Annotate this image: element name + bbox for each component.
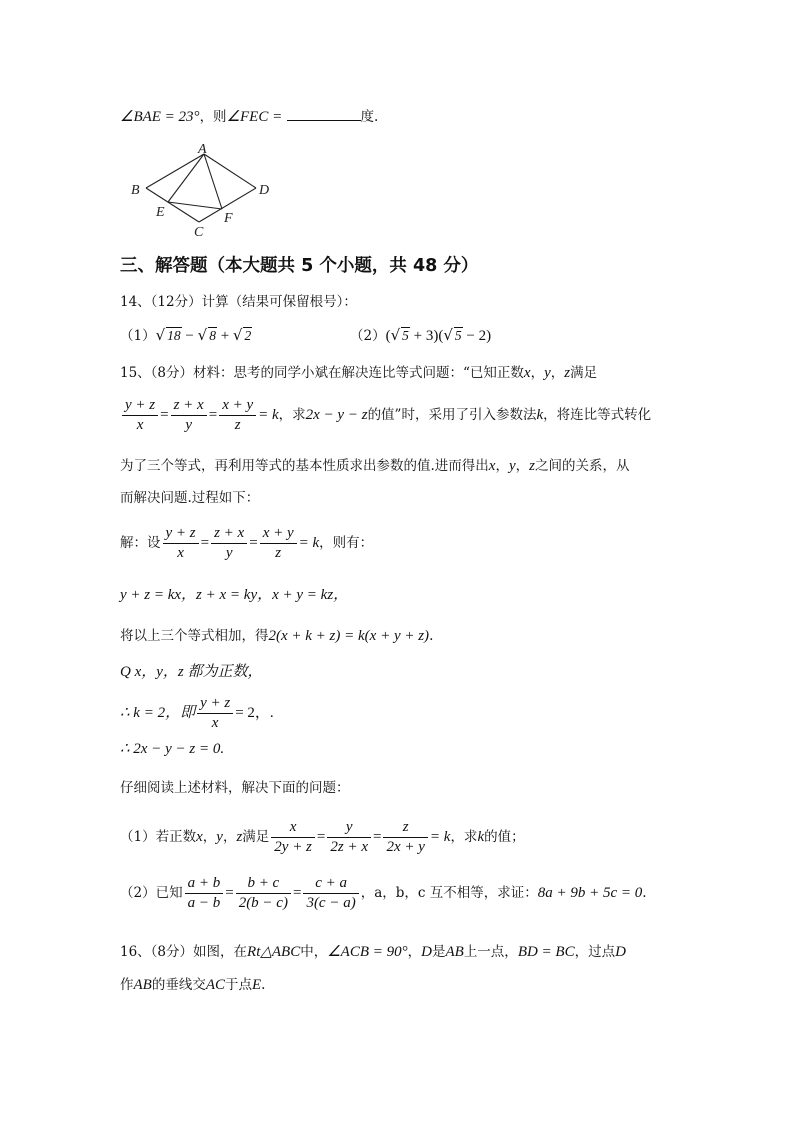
q16-line1 <box>120 943 626 961</box>
geometry-figure <box>126 142 276 238</box>
text: 的值； <box>484 828 525 845</box>
comma: ， <box>550 365 565 381</box>
angle-bae: ∠BAE = 23° <box>120 109 200 125</box>
q15-three-equations: y + z = kx，z + x = ky，x + y = kz， <box>120 587 349 603</box>
var-y: y <box>216 828 223 845</box>
q15-read-line: 仔细阅读上述材料，解决下面的问题： <box>120 780 350 796</box>
text: ，求 <box>450 828 478 845</box>
comma: ， <box>495 458 509 474</box>
radicand-8: 8 <box>209 328 216 343</box>
text: . <box>642 884 647 901</box>
text: 作 <box>120 977 134 993</box>
text: 为了三个等式，再利用等式的基本性质求出参数的值.进而得出 <box>120 458 489 474</box>
op-plus: + <box>216 328 233 344</box>
text: ，a，b，c 互不相等，求证： <box>360 884 538 901</box>
fraction: $\frac{z + x}{y}$ <box>171 396 207 435</box>
q15-line1 <box>120 364 597 382</box>
q15-line2: $\frac{y + z}{x}$ = $\frac{z + x}{y}$ = $\frac{x + y}{z}$ = k，求2x − y − z的值”时，采用了引入参数法k，将连比等式转化 <box>120 396 651 435</box>
fraction: $\frac{a + b}{a - b}$ <box>185 874 224 913</box>
text: 于点 <box>225 977 252 993</box>
text: ，求 <box>278 406 306 423</box>
label-f: F <box>224 211 233 226</box>
fraction: $\frac{z + x}{y}$ <box>211 524 247 563</box>
fraction: $\frac{x + y}{z}$ <box>219 396 256 435</box>
angle-acb: ∠ACB = 90° <box>327 944 408 960</box>
fraction: $\frac{x + y}{z}$ <box>260 524 297 563</box>
var-x: x <box>488 458 496 474</box>
text: = 2，. <box>235 704 274 721</box>
text: 解：设 <box>120 534 161 551</box>
var-k: k <box>477 828 485 845</box>
label-e: E <box>156 205 165 220</box>
part-label: （2） <box>350 328 386 344</box>
q15-line4: 而解决问题.过程如下： <box>120 490 260 506</box>
q16-line2 <box>120 976 265 994</box>
sum-equation: 2(x + k + z) = k(x + y + z) <box>268 628 430 644</box>
text: ，过点 <box>574 944 616 960</box>
segment-ab: AB <box>133 977 152 993</box>
unit-degree: 度. <box>360 109 379 125</box>
var-z: z <box>529 458 535 474</box>
q15-sum-line <box>120 627 433 645</box>
expr: 2x − y − z <box>305 406 368 423</box>
fraction: $\frac{y + z}{x}$ <box>163 524 199 563</box>
paren: ( <box>385 328 391 344</box>
text: 之间的关系，从 <box>534 458 630 474</box>
text: 15、（8分）材料：思考的同学小斌在解决连比等式问题：“已知正数 <box>120 365 524 381</box>
q14-stem: 14、（12分）计算（结果可保留根号）： <box>120 294 357 310</box>
text: 16、（8分）如图，在 <box>120 944 248 960</box>
fraction: $\frac{b + c}{2(b - c)}$ <box>236 874 291 913</box>
text: ∴ k = 2，即 <box>120 704 196 721</box>
q15-line3 <box>120 457 629 475</box>
angle-fec: ∠FEC = <box>226 109 283 125</box>
fraction: $\frac{c + a}{3(c - a)}$ <box>303 874 358 913</box>
op-minus: − <box>181 328 198 344</box>
comma: ， <box>530 365 545 381</box>
text: 中， <box>300 944 328 960</box>
var-y: y <box>508 458 516 474</box>
var-z: z <box>236 828 243 845</box>
text: . <box>429 628 434 644</box>
label-c: C <box>194 225 204 238</box>
label-d: D <box>259 183 270 198</box>
expr-mid: + 3)( <box>409 328 444 344</box>
text: 的垂线交 <box>151 977 206 993</box>
proof-equation: 8a + 9b + 5c = 0 <box>537 884 643 901</box>
eq-k: = k <box>258 406 279 423</box>
radicand-5a: 5 <box>402 328 409 343</box>
comma: ， <box>515 458 530 474</box>
eq-bd-bc: BD = BC <box>517 944 575 960</box>
radicand-5b: 5 <box>454 328 462 343</box>
segment-ac: AC <box>205 977 225 993</box>
part-label: （1） <box>120 328 156 344</box>
segment-ab: AB <box>445 944 464 960</box>
prev-question-tail <box>120 108 378 126</box>
var-x: x <box>196 828 203 845</box>
radicand-18: 18 <box>167 328 181 343</box>
q14-part1: （1）√ 18 − √ 8 + √ 2 <box>120 326 252 344</box>
q15-part2: （2）已知 $\frac{a + b}{a - b}$ = $\frac{b + c}{2(b - c)}$ = $\frac{c + a}{3(c - a)}$ ，a，b，c 互不相等，求证：8a + 9b + 5c = 0. <box>120 875 647 911</box>
text: . <box>261 977 266 993</box>
point-d: D <box>615 944 626 960</box>
q14-part2: （2）(√ 5 + 3)(√ 5 − 2) <box>350 326 492 344</box>
text: （1）若正数 <box>120 828 197 845</box>
var-k: k <box>536 406 544 423</box>
section-heading: 三、解答题（本大题共 5 个小题，共 48 分） <box>120 256 479 276</box>
text: 满足 <box>242 828 270 845</box>
text: 满足 <box>570 365 598 381</box>
eq-k: = k <box>298 534 320 551</box>
triangle: Rt△ABC <box>247 944 301 960</box>
q15-result-line: ∴ 2x − y − z = 0. <box>120 741 225 757</box>
radicand-2: 2 <box>244 328 252 343</box>
text: ，则有： <box>319 534 374 551</box>
fraction: $\frac{z}{2x + y}$ <box>383 818 427 857</box>
fraction: $\frac{y + z}{x}$ <box>197 694 233 733</box>
point-e: E <box>252 977 262 993</box>
var-x: x <box>523 365 531 381</box>
text-then: ，则 <box>199 109 227 125</box>
comma: ， <box>202 828 217 845</box>
fraction: $\frac{y + z}{x}$ <box>122 396 158 435</box>
text: ， <box>407 944 422 960</box>
text: 的值”时，采用了引入参数法 <box>367 406 537 423</box>
var-y: y <box>544 365 551 381</box>
label-a: A <box>198 142 207 157</box>
answer-blank[interactable] <box>287 108 361 121</box>
expr-close: − 2) <box>462 328 492 344</box>
eq-k: = k <box>429 828 451 845</box>
var-z: z <box>564 365 571 381</box>
fraction: $\frac{x}{2y + z}$ <box>271 818 315 857</box>
fraction: $\frac{y}{2z + x}$ <box>327 818 371 857</box>
label-b: B <box>131 183 140 198</box>
q15-k-line <box>120 694 274 733</box>
q15-solution-set: 解：设 $\frac{y + z}{x}$ = $\frac{z + x}{y}$ = $\frac{x + y}{z}$ = k，则有： <box>120 525 374 561</box>
point-d: D <box>421 944 432 960</box>
q15-positive-line: Q x，y，z 都为正数， <box>120 664 263 680</box>
text: （2）已知 <box>120 884 183 901</box>
comma: ， <box>222 828 237 845</box>
q15-part1: （1）若正数x，y，z满足 $\frac{x}{2y + z}$ = $\frac{y}{2z + x}$ = $\frac{z}{2x + y}$ = k，求k的值； <box>120 819 525 855</box>
text: ，将连比等式转化 <box>543 406 652 423</box>
text: 上一点， <box>463 944 518 960</box>
text: 是 <box>431 944 446 960</box>
text: 将以上三个等式相加，得 <box>120 628 269 644</box>
